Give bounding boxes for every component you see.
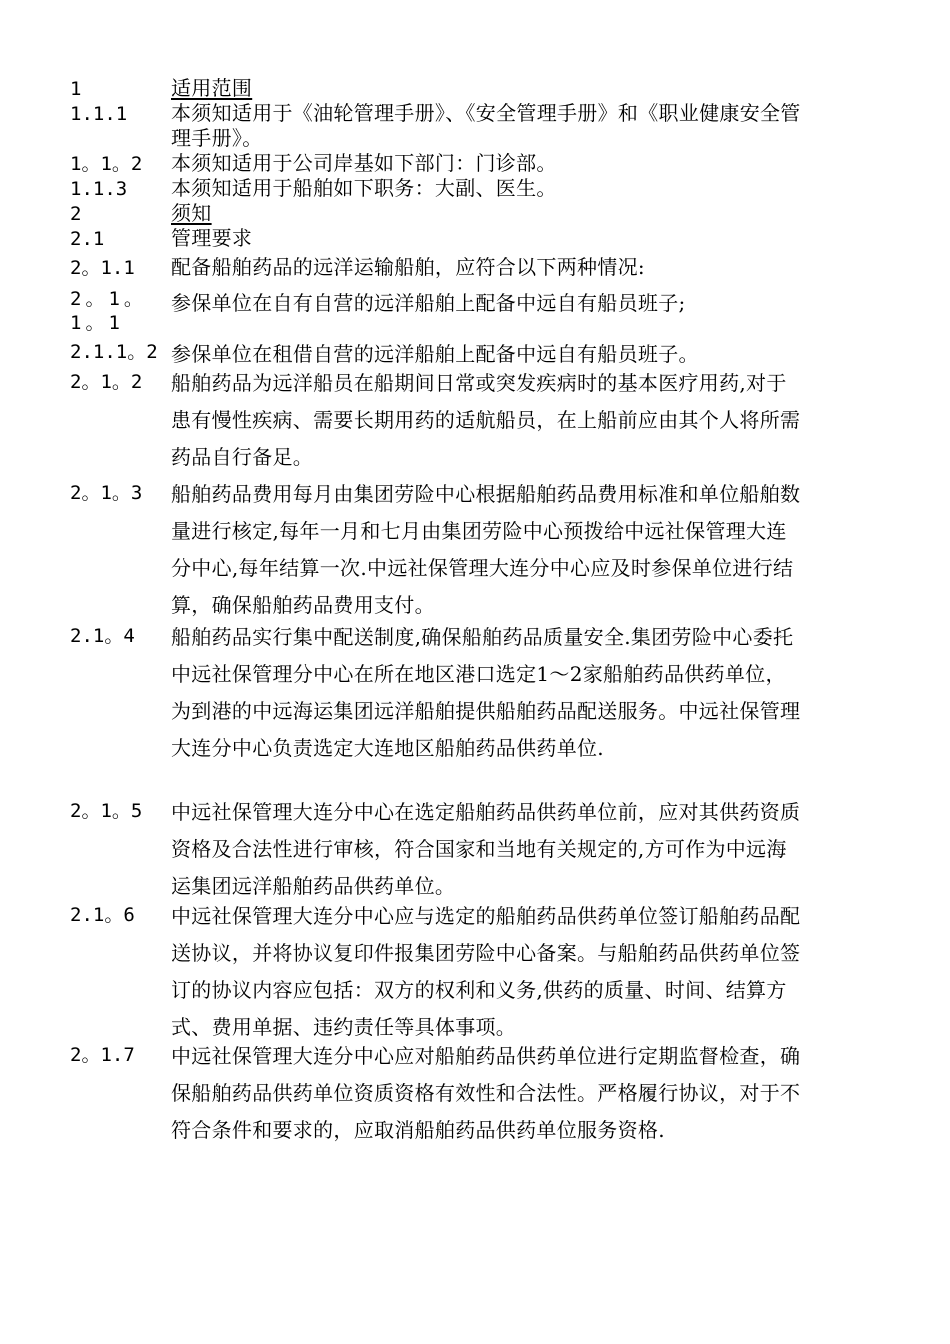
section-text: 本须知适用于《油轮管理手册》、《安全管理手册》和《职业健康安全管理手册》。 (171, 101, 801, 150)
section-heading: 适用范围 (171, 76, 253, 100)
section-number: 1 (70, 78, 82, 100)
section-text: 中远社保管理大连分中心应对船舶药品供药单位进行定期监督检查，确保船舶药品供药单位资质资格有效性和合法性。严格履行协议，对于不符合条件和要求的，应取消船舶药品供药单位服务资格. (171, 1044, 801, 1142)
section-number: 1。1。2 (70, 153, 143, 175)
section-number: 2.1。4 (70, 625, 135, 647)
section-text: 中远社保管理大连分中心在选定船舶药品供药单位前，应对其供药资质资格及合法性进行审核，符合国家和当地有关规定的,方可作为中远海运集团远洋船舶药品供药单位。 (171, 800, 801, 898)
section-text: 本须知适用于船舶如下职务：大副、医生。 (171, 176, 557, 200)
section-number: 2.1.1。2 (70, 341, 158, 363)
section-text: 参保单位在自有自营的远洋船舶上配备中远自有船员班子; (171, 291, 686, 315)
section-number: 1.1.3 (70, 178, 128, 200)
section-number: 2。1。2 (70, 371, 143, 393)
section-number: 2.1 (70, 228, 105, 250)
section-heading: 须知 (171, 201, 212, 225)
section-number: 2。1。1。1 (70, 288, 147, 334)
section-number: 2。1。5 (70, 800, 143, 822)
section-text: 中远社保管理大连分中心应与选定的船舶药品供药单位签订船舶药品配送协议，并将协议复印件报集团劳险中心备案。与船舶药品供药单位签订的协议内容应包括：双方的权利和义务,供药的质量、时间、结算方式、费用单据、违约责任等具体事项。 (171, 904, 801, 1039)
section-heading: 管理要求 (171, 226, 253, 250)
section-text: 船舶药品实行集中配送制度,确保船舶药品质量安全.集团劳险中心委托中远社保管理分中心在所在地区港口选定1～2家船舶药品供药单位，为到港的中远海运集团远洋船舶提供船舶药品配送服务。中远社保管理大连分中心负责选定大连地区船舶药品供药单位. (171, 625, 801, 760)
section-text: 配备船舶药品的远洋运输船舶，应符合以下两种情况: (171, 255, 645, 279)
section-text: 船舶药品费用每月由集团劳险中心根据船舶药品费用标准和单位船舶数量进行核定,每年一月和七月由集团劳险中心预拨给中远社保管理大连分中心,每年结算一次.中远社保管理大连分中心应及时参保单位进行结算，确保船舶药品费用支付。 (171, 482, 801, 617)
section-text: 本须知适用于公司岸基如下部门：门诊部。 (171, 151, 557, 175)
section-text: 船舶药品为远洋船员在船期间日常或突发疾病时的基本医疗用药,对于患有慢性疾病、需要长期用药的适航船员，在上船前应由其个人将所需药品自行备足。 (171, 371, 801, 469)
section-number: 2。1.1 (70, 257, 135, 279)
section-number: 2。1.7 (70, 1044, 135, 1066)
section-number: 2。1。3 (70, 482, 143, 504)
section-text: 参保单位在租借自营的远洋船舶上配备中远自有船员班子。 (171, 342, 699, 366)
section-number: 2 (70, 203, 82, 225)
section-number: 2.1。6 (70, 904, 135, 926)
section-number: 1.1.1 (70, 103, 128, 125)
